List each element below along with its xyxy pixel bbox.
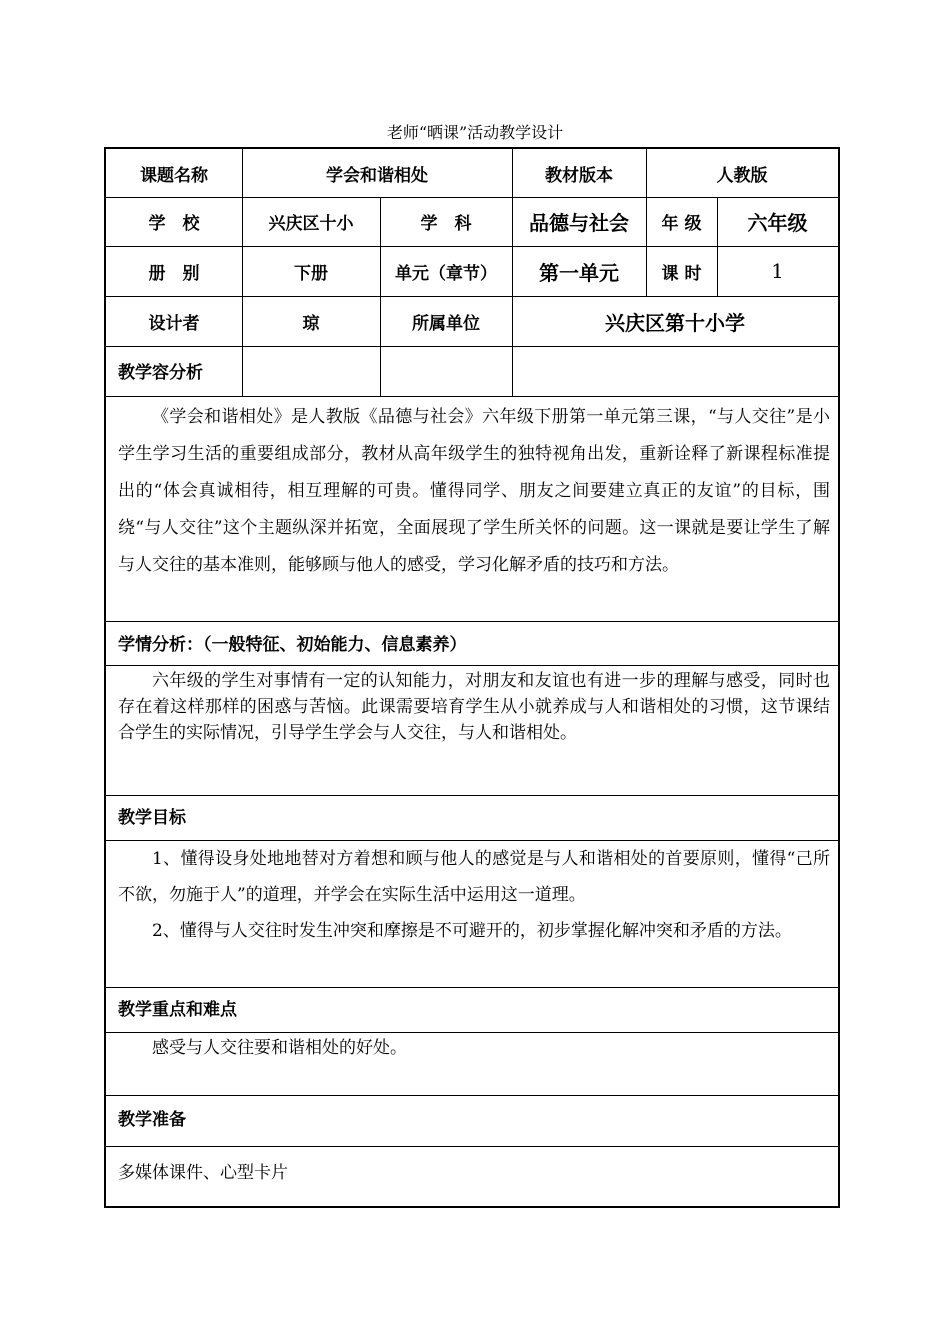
grade-value: 六年级 [747, 211, 808, 235]
objective-item: 2、懂得与人交往时发生冲突和摩擦是不可避开的，初步掌握化解冲突和矛盾的方法。 [152, 921, 792, 941]
grade-label: 年 级 [661, 214, 702, 234]
row-divider [106, 795, 838, 796]
objectives-list [118, 841, 830, 949]
preparation-text: 多媒体课件、心型卡片 [118, 1163, 288, 1183]
objective-item: 1、懂得设身处地地替对方着想和顾与他人的感觉是与人和谐相处的首要原则，懂得“己所不欲，勿施于人”的道理，并学会在实际生活中运用这一道理。 [118, 849, 830, 905]
edition-label: 教材版本 [545, 165, 613, 186]
learner-analysis-heading: 学情分析：（一般特征、初始能力、信息素养） [118, 635, 467, 655]
content-analysis-text: 《学会和谐相处》是人教版《品德与社会》六年级下册第一单元第三课，“与人交往”是小学生学习生活的重要组成部分，教材从高年级学生的独特视角出发，重新诠释了新课程标准提出的“体会真诚相待，相互理解的可贵。懂得同学、朋友之间要建立真正的友谊”的目标，围绕“与人交往”这个主题纵深并拓宽，全面展现了学生所关怀的问题。这一课就是要让学生了解与人交往的基本准则，能够顾与他人的感受，学习化解矛盾的技巧和方法。 [118, 407, 830, 575]
column-divider [512, 346, 513, 397]
org-label: 所属单位 [412, 313, 480, 334]
row-divider [106, 346, 838, 347]
edition-value: 人教版 [716, 165, 768, 186]
key-points-text: 感受与人交往要和谐相处的好处。 [152, 1038, 407, 1058]
key-points-heading: 教学重点和难点 [118, 1000, 237, 1020]
volume-value: 下册 [294, 263, 328, 284]
volume-label: 册 别 [148, 263, 200, 284]
content-analysis-heading: 教学容分析 [118, 363, 203, 383]
unit-label: 单元（章节） [395, 263, 497, 284]
row-divider [106, 987, 838, 988]
preparation-heading: 教学准备 [118, 1110, 186, 1130]
subject-label: 学 科 [420, 214, 472, 234]
designer-value: 琼 [302, 313, 320, 334]
org-value: 兴庆区第十小学 [605, 310, 745, 335]
topic-label: 课题名称 [140, 165, 208, 186]
row-divider [106, 1146, 838, 1147]
row-divider [106, 1032, 838, 1033]
school-label: 学 校 [148, 214, 200, 234]
school-value: 兴庆区十小 [268, 214, 354, 234]
lesson-plan-table [104, 147, 840, 1208]
row-divider [106, 396, 838, 397]
period-value: 1 [771, 259, 784, 283]
period-label: 课 时 [661, 263, 702, 284]
objectives-heading: 教学目标 [118, 808, 186, 828]
row-divider [106, 621, 838, 622]
row-divider [106, 1095, 838, 1096]
document-title: 老师“晒课”活动教学设计 [386, 123, 564, 142]
row-divider [106, 665, 838, 666]
designer-label: 设计者 [148, 313, 200, 334]
topic-value: 学会和谐相处 [326, 165, 428, 186]
learner-analysis-text: 六年级的学生对事情有一定的认知能力，对朋友和友谊也有进一步的理解与感受，同时也存在着这样那样的困惑与苦恼。此课需要培育学生从小就养成与人和谐相处的习惯，这节课结合学生的实际情况，引导学生学会与人交往，与人和谐相处。 [118, 671, 830, 743]
subject-value: 品德与社会 [529, 211, 629, 235]
unit-value: 第一单元 [539, 260, 619, 285]
